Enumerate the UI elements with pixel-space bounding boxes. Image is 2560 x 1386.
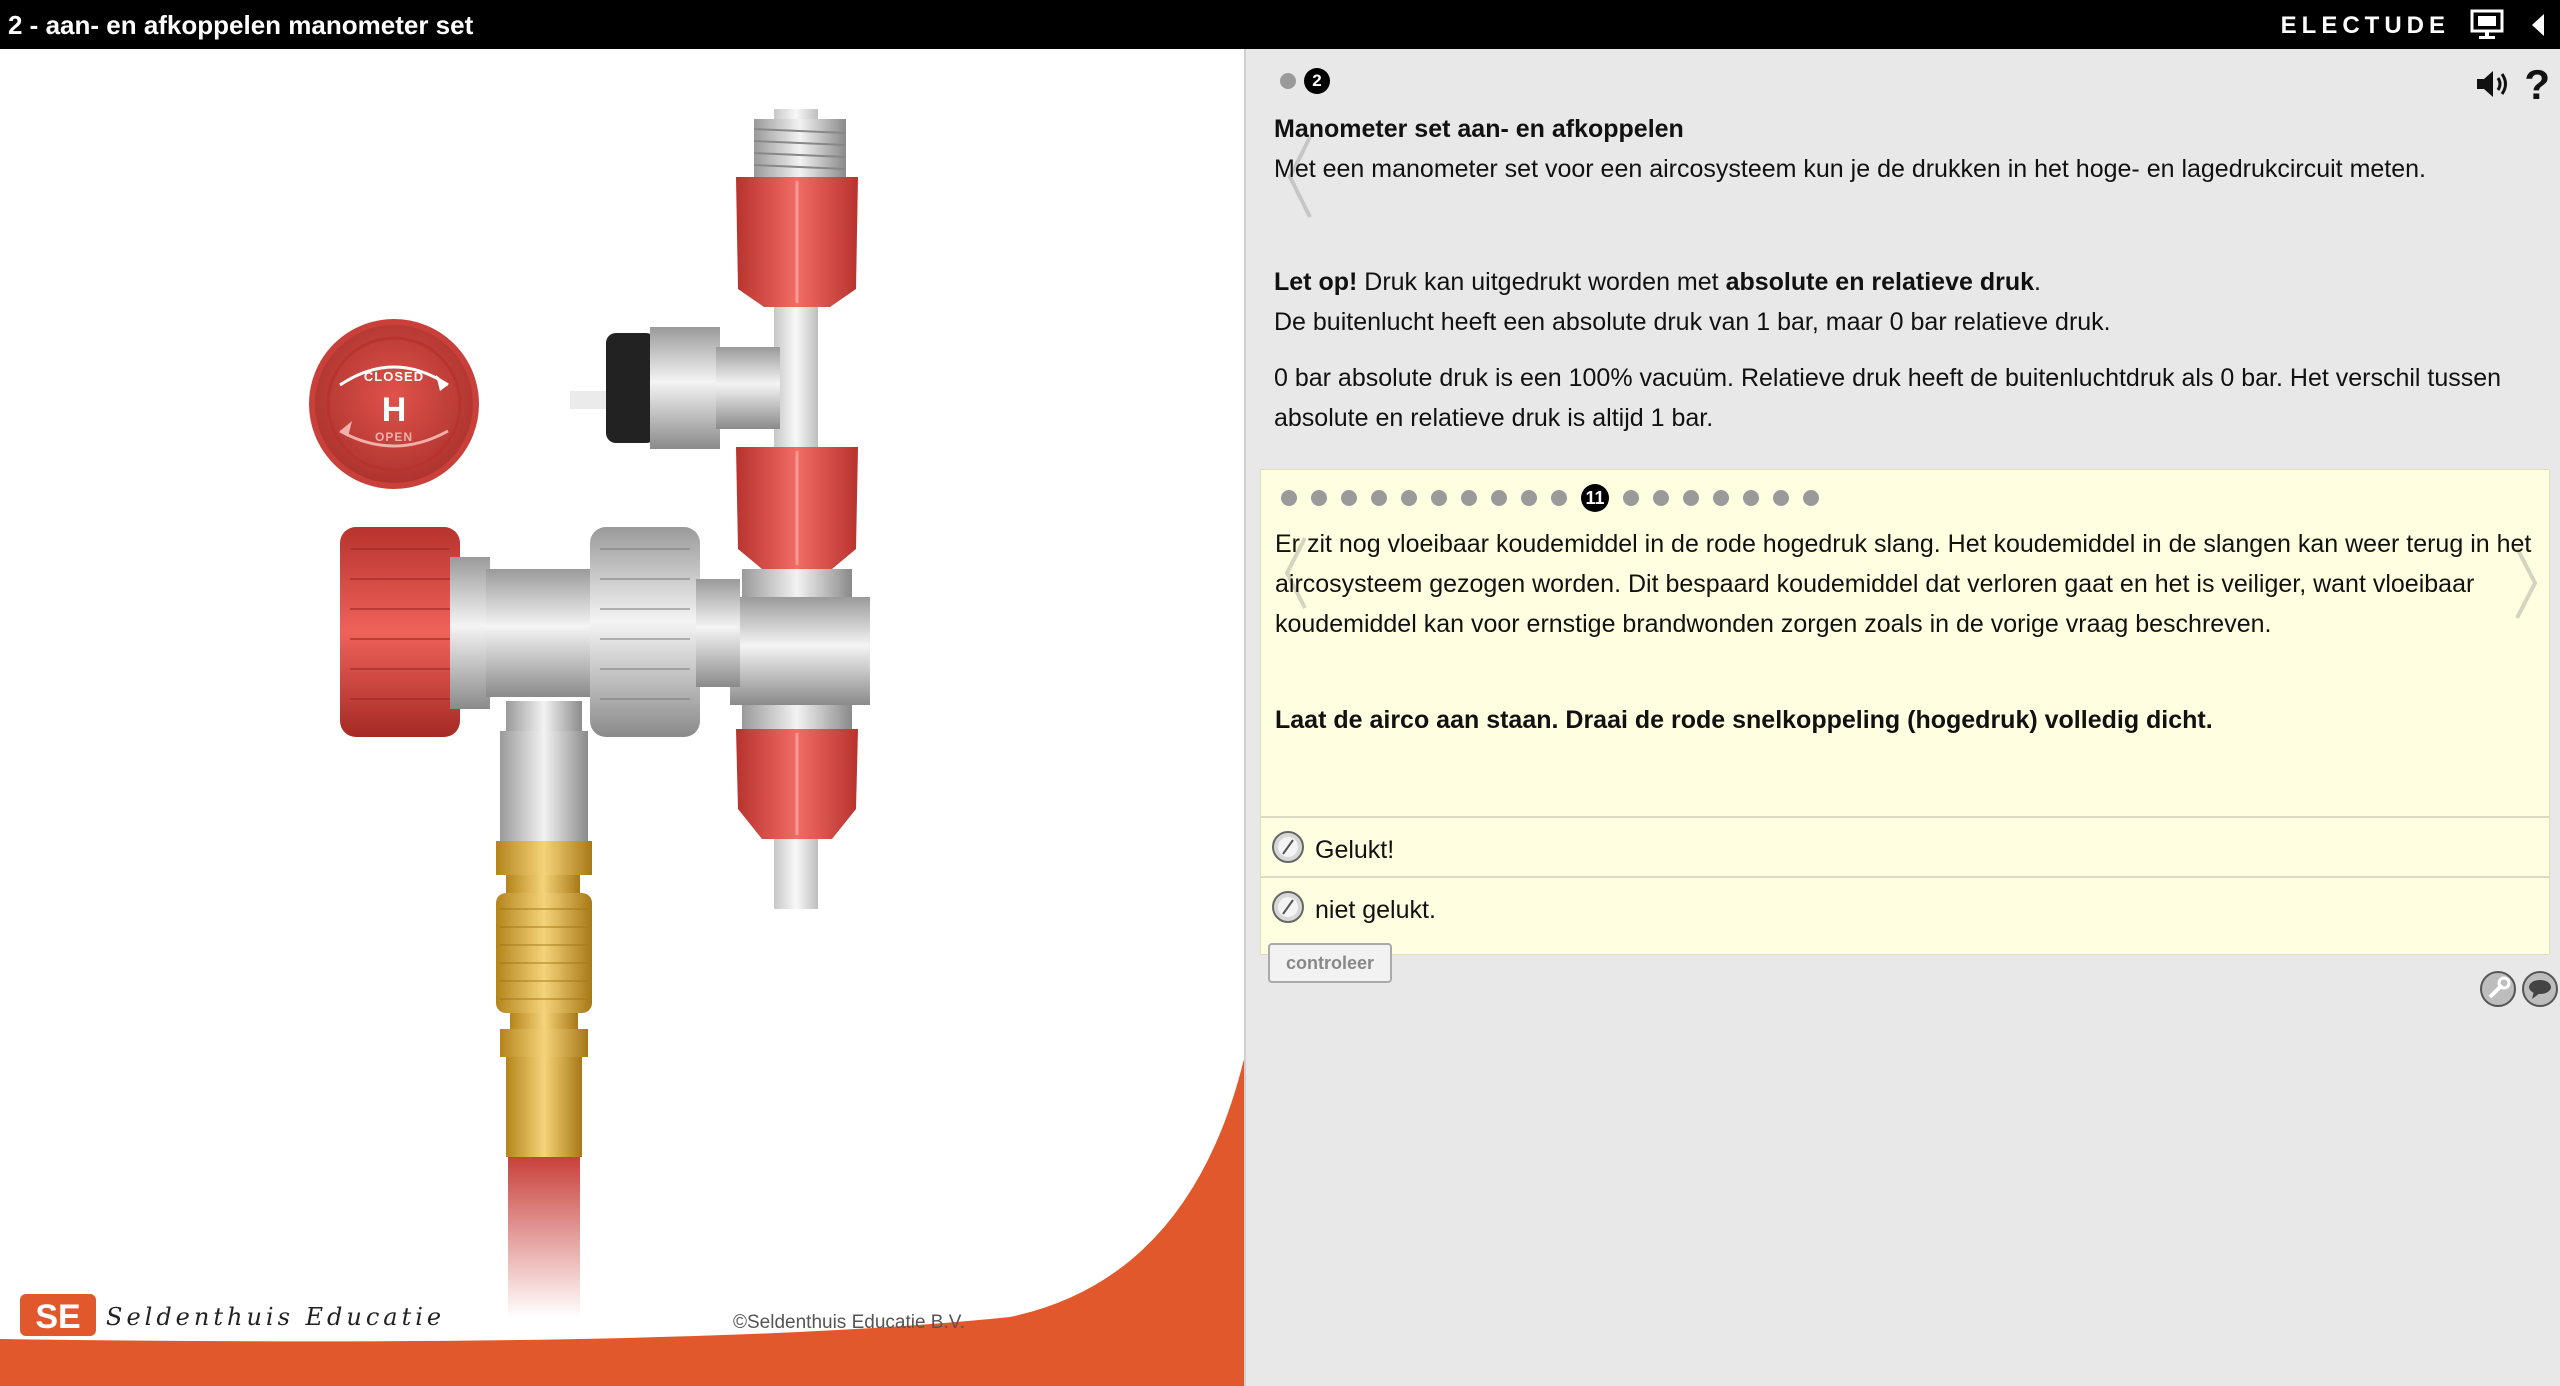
substep-indicator — [1281, 480, 1819, 516]
badge-closed-label: CLOSED — [363, 369, 425, 384]
intro-note — [1274, 262, 2534, 302]
intro-line-1: Met een manometer set voor een aircosysteem kun je de drukken in het hoge- en lagedrukcircuit meten. — [1274, 155, 2427, 183]
logo-text: Seldenthuis Educatie — [106, 1303, 446, 1331]
copyright-text: ©Seldenthuis Educatie B.V. — [733, 1312, 965, 1333]
substep-dot[interactable] — [1491, 490, 1507, 506]
substep-dot[interactable] — [1743, 490, 1759, 506]
substep-dot[interactable] — [1623, 490, 1639, 506]
substep-dot[interactable] — [1371, 490, 1387, 506]
substep-dot[interactable] — [1683, 490, 1699, 506]
answer-option-2[interactable] — [1261, 876, 2549, 938]
intro-line-2: De buitenlucht heeft een absolute druk van 1 bar, maar 0 bar relatieve druk. — [1274, 308, 2111, 336]
check-button[interactable]: controleer — [1268, 943, 1392, 983]
substep-dot[interactable] — [1803, 490, 1819, 506]
answer-option-1[interactable] — [1261, 816, 2549, 878]
page-title: 2 - aan- en afkoppelen manometer set — [8, 10, 474, 40]
collapse-arrow-icon[interactable] — [2528, 12, 2548, 38]
content-panel — [1246, 49, 2560, 1386]
note-end: . — [2034, 268, 2041, 296]
note-label: Let op! — [1274, 268, 1358, 296]
check-row — [1260, 935, 2548, 995]
help-icon[interactable]: ? — [2524, 61, 2550, 108]
top-bar — [0, 0, 2560, 49]
substep-dot[interactable] — [1431, 490, 1447, 506]
intro-line-3: 0 bar absolute druk is een 100% vacuüm. Relatieve druk heeft de buitenluchtdruk als 0 bar. Het verschil tussen absolute en relatieve druk is altijd 1 bar. — [1274, 364, 2502, 432]
substep-dot[interactable] — [1653, 490, 1669, 506]
intro-heading: Manometer set aan- en afkoppelen — [1274, 115, 1684, 143]
substep-dot-active[interactable]: 11 — [1581, 484, 1609, 512]
substep-dot[interactable] — [1341, 490, 1357, 506]
substep-dot[interactable] — [1521, 490, 1537, 506]
note-mid: Druk kan uitgedrukt worden met — [1357, 268, 1726, 296]
question-panel — [1260, 469, 2550, 955]
radio-icon[interactable] — [1271, 890, 1305, 924]
substep-dot[interactable] — [1461, 490, 1477, 506]
question-body: Er zit nog vloeibaar koudemiddel in de rode hogedruk slang. Het koudemiddel in de slangen kan weer terug in het aircosysteem gezogen worden. Dit bespaard koudemiddel dat verloren gaat en het is veiliger, want vloeibaar koudemiddel kan voor ernstige brandwonden zorgen zoals in de vorige vraag beschreven. — [1275, 530, 2532, 638]
answer-option-label: Gelukt! — [1315, 836, 1395, 864]
question-instruction: Laat de airco aan staan. Draai de rode snelkoppeling (hogedruk) volledig dicht. — [1275, 706, 2213, 734]
answer-option-label: niet gelukt. — [1315, 896, 1436, 924]
substep-dot[interactable] — [1401, 490, 1417, 506]
question-text — [1275, 524, 2537, 740]
radio-icon[interactable] — [1271, 830, 1305, 864]
badge-letter: H — [381, 391, 407, 429]
note-bold: absolute en relatieve druk — [1725, 268, 2035, 296]
manifold-coupler-illustration[interactable] — [0, 49, 1244, 1386]
chat-icon[interactable] — [2520, 969, 2560, 1009]
substep-dot[interactable] — [1311, 490, 1327, 506]
illustration-panel — [0, 49, 1246, 1386]
speaker-icon[interactable] — [2474, 67, 2510, 101]
seldenthuis-logo-icon — [18, 1288, 98, 1342]
substep-dot[interactable] — [1713, 490, 1729, 506]
logo-mark-text: SE — [35, 1298, 81, 1336]
badge-open-label: OPEN — [374, 430, 414, 444]
substep-dot[interactable] — [1773, 490, 1789, 506]
tool-icon[interactable] — [2478, 969, 2518, 1009]
intro-text — [1274, 109, 2534, 438]
substep-dot[interactable] — [1281, 490, 1297, 506]
substep-dot[interactable] — [1551, 490, 1567, 506]
monitor-icon[interactable] — [2470, 9, 2504, 41]
brand-logo: ELECTUDE — [2280, 12, 2450, 39]
step-dot[interactable] — [1280, 73, 1296, 89]
step-indicator — [1280, 67, 1330, 95]
step-dot-active[interactable]: 2 — [1304, 68, 1330, 94]
